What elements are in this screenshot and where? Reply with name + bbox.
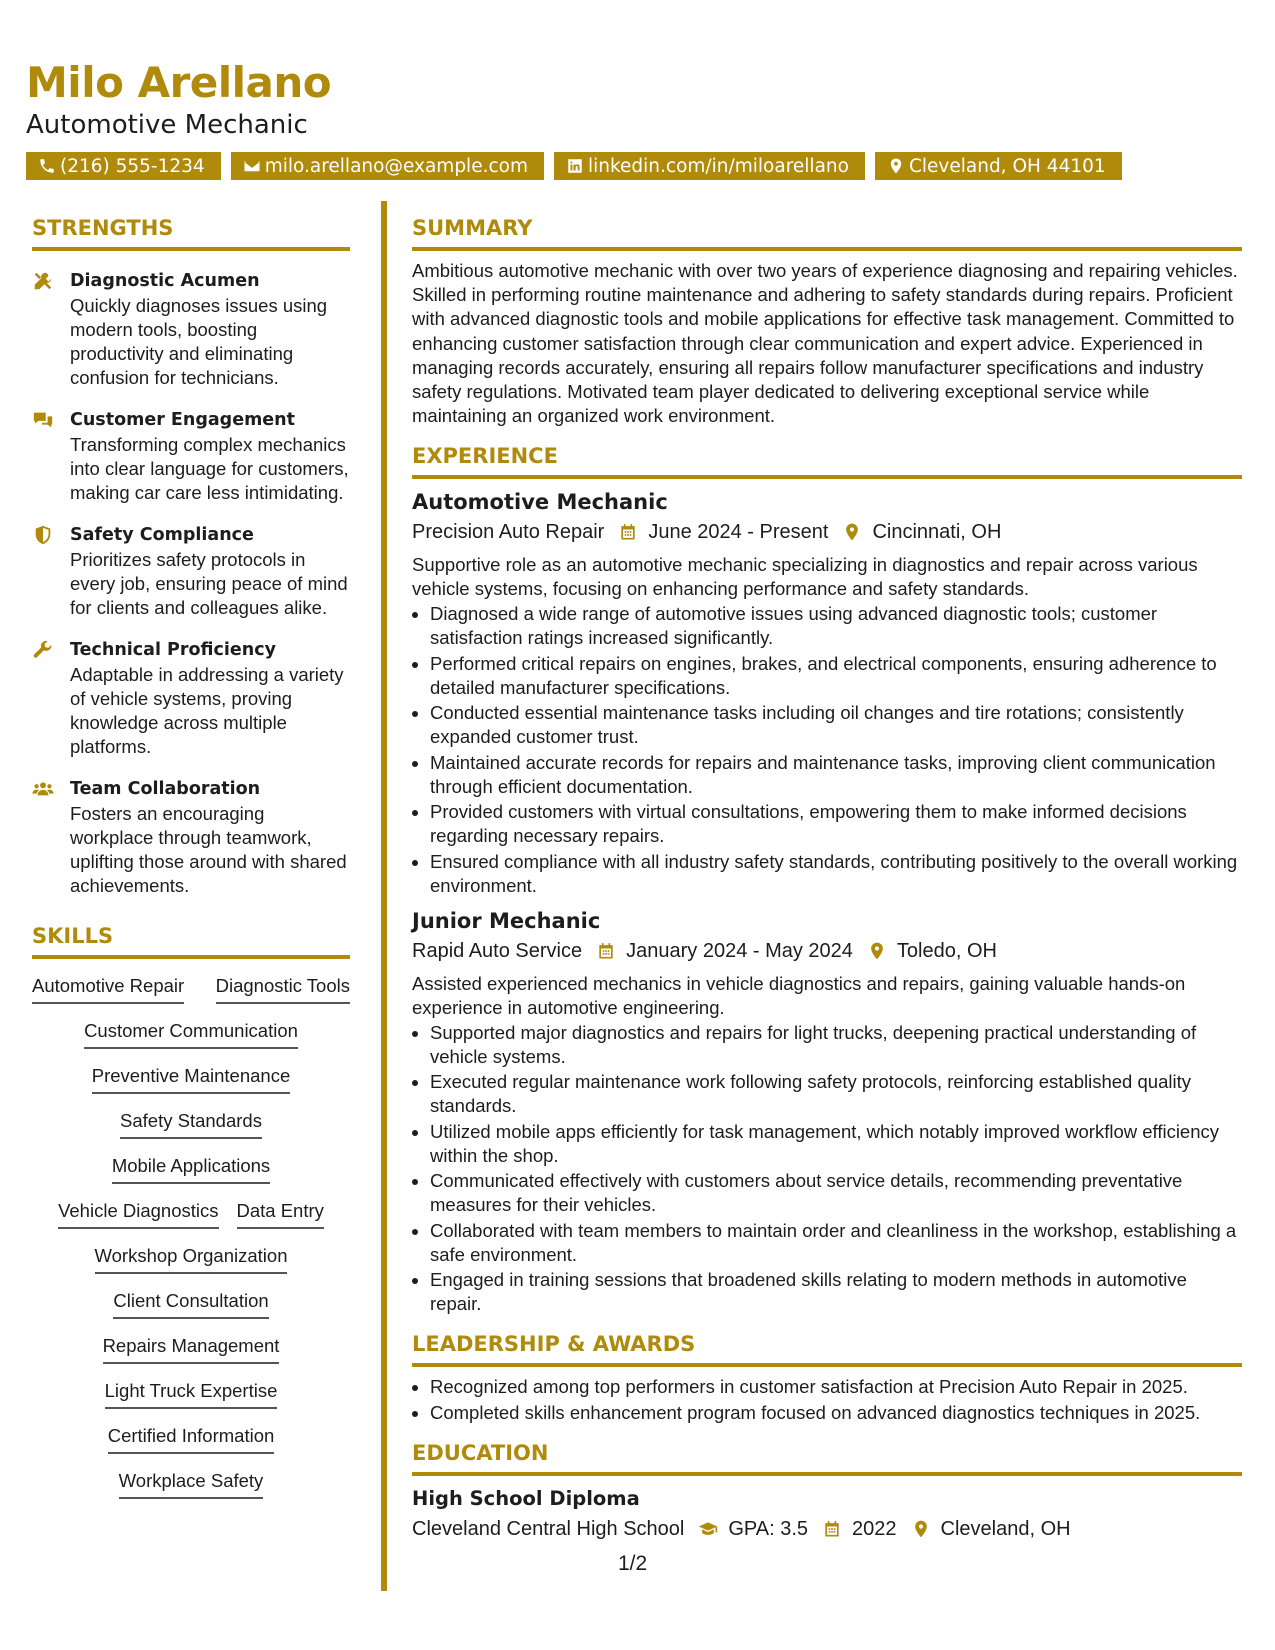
email-text: milo.arellano@example.com — [264, 155, 528, 177]
school-location: Cleveland, OH — [940, 1517, 1071, 1540]
location-text: Cleveland, OH 44101 — [908, 155, 1106, 177]
strength-desc: Adaptable in addressing a variety of vehicle systems, proving knowledge across multiple platforms. — [70, 664, 344, 757]
skill-row — [32, 1198, 350, 1243]
bullet-item: • Conducted essential maintenance tasks including oil changes and tire rotations; consistently expanded customer trust. — [430, 701, 1242, 749]
shield-icon — [32, 524, 56, 548]
bullet-item: • Supported major diagnostics and repairs for light trucks, deepening practical understanding of vehicle systems. — [430, 1021, 1242, 1069]
bullet-item: • Collaborated with team members to maintain order and cleanliness in the workshop, establishing a safe environment. — [430, 1219, 1242, 1267]
skill-tag: Preventive Maintenance — [92, 1063, 290, 1094]
bullet-item: • Maintained accurate records for repairs and maintenance tasks, improving client communication through efficient documentation. — [430, 751, 1242, 799]
job-title: Junior Mechanic — [412, 908, 601, 933]
wrench-icon — [32, 639, 56, 663]
skill-tag: Customer Communication — [84, 1018, 298, 1049]
strength-item — [32, 638, 350, 759]
graduation-year: 2022 — [852, 1517, 897, 1540]
bullet-item: • Communicated effectively with customers about service details, recommending preventative measures for their vehicles. — [430, 1169, 1242, 1217]
skills-list — [32, 973, 350, 1513]
strength-desc: Quickly diagnoses issues using modern tools, boosting productivity and eliminating confusion for technicians. — [70, 295, 328, 388]
contact-bar — [26, 152, 1122, 180]
strength-desc: Prioritizes safety protocols in every job, ensuring peace of mind for clients and colleagues alike. — [70, 549, 348, 618]
phone-text: (216) 555-1234 — [60, 155, 205, 177]
skills-heading: SKILLS — [32, 924, 350, 959]
bullet-item: • Utilized mobile apps efficiently for task management, which notably improved workflow efficiency within the shop. — [430, 1120, 1242, 1168]
location-icon — [911, 1518, 933, 1540]
strength-desc: Fosters an encouraging workplace through teamwork, uplifting those around with shared achievements. — [70, 803, 347, 896]
strength-title: Team Collaboration — [70, 779, 261, 799]
gpa: GPA: 3.5 — [728, 1517, 809, 1540]
skill-tag: Client Consultation — [113, 1288, 268, 1319]
skill-row — [32, 1153, 350, 1198]
job-dates: June 2024 - Present — [648, 521, 829, 544]
job-meta — [412, 517, 1242, 547]
contact-phone[interactable] — [26, 152, 221, 180]
experience-heading: EXPERIENCE — [412, 444, 1242, 479]
award-item: • Completed skills enhancement program focused on advanced diagnostics techniques in 2025. — [430, 1401, 1242, 1425]
linkedin-text: linkedin.com/in/miloarellano — [587, 155, 849, 177]
location-icon — [867, 940, 889, 962]
skill-tag: Repairs Management — [103, 1333, 280, 1364]
contact-email[interactable] — [231, 152, 544, 180]
skill-tag: Workplace Safety — [119, 1468, 264, 1499]
skill-row — [32, 1288, 350, 1333]
skill-tag: Certified Information — [108, 1423, 275, 1454]
skill-row — [32, 1333, 350, 1378]
skill-row — [32, 1063, 350, 1108]
strength-item — [32, 523, 350, 620]
job-description: Supportive role as an automotive mechanic specializing in diagnostics and repair across various vehicle systems, focusing on enhancing performance and safety standards. — [412, 554, 1198, 600]
strength-title: Diagnostic Acumen — [70, 271, 260, 291]
calendar-icon — [618, 521, 640, 543]
strength-title: Safety Compliance — [70, 525, 254, 545]
location-icon — [842, 521, 864, 543]
calendar-icon — [596, 940, 618, 962]
skill-tag: Automotive Repair — [32, 973, 184, 1004]
bullet-item: • Performed critical repairs on engines, brakes, and electrical components, ensuring adherence to detailed manufacturer specifications. — [430, 652, 1242, 700]
job-bullets — [412, 1021, 1242, 1317]
page-number: 1/2 — [618, 1552, 648, 1575]
job-company: Rapid Auto Service — [412, 939, 583, 962]
column-divider — [381, 201, 387, 1591]
job-title: Automotive Mechanic — [412, 490, 668, 515]
summary-text: Ambitious automotive mechanic with over two years of experience diagnosing and repairing vehicles. Skilled in performing routine maintenance and adhering to safety standards during repairs. Proficient with advanced diagnostic tools and mobile applications for effective task management. Committed to enhancing customer satisfaction through clear communication and expert advice. Experienced in managing records accurately, ensuring all repairs follow manufacturer specifications and industry safety regulations. Motivated team player dedicated to delivering exceptional service while maintaining an organized work environment. — [412, 260, 1238, 427]
summary-heading: SUMMARY — [412, 216, 1242, 251]
bullet-item: • Executed regular maintenance work following safety protocols, reinforcing established quality standards. — [430, 1070, 1242, 1118]
job-company: Precision Auto Repair — [412, 521, 605, 544]
job-meta — [412, 936, 1242, 966]
degree-title: High School Diploma — [412, 1486, 640, 1510]
skill-tag: Mobile Applications — [112, 1153, 270, 1184]
left-column — [32, 216, 350, 1513]
job-entry — [412, 906, 1242, 1317]
skill-row — [32, 1108, 350, 1153]
strength-item — [32, 777, 350, 898]
awards-heading: LEADERSHIP & AWARDS — [412, 1332, 1242, 1367]
skill-tag: Safety Standards — [120, 1108, 262, 1139]
job-bullets — [412, 602, 1242, 898]
job-entry — [412, 487, 1242, 898]
skills-section — [32, 924, 350, 1513]
linkedin-icon — [566, 157, 584, 175]
skill-row — [32, 1243, 350, 1288]
resume-header — [26, 58, 331, 142]
strengths-heading: STRENGTHS — [32, 216, 350, 251]
envelope-icon — [243, 157, 261, 175]
job-description: Assisted experienced mechanics in vehicle diagnostics and repairs, gaining valuable hands-on experience in automotive engineering. — [412, 972, 1186, 1018]
education-meta — [412, 1514, 1242, 1544]
skill-tag: Light Truck Expertise — [105, 1378, 278, 1409]
strength-title: Customer Engagement — [70, 410, 296, 430]
skill-row — [32, 1423, 350, 1468]
job-dates: January 2024 - May 2024 — [626, 939, 853, 962]
awards-list — [412, 1375, 1242, 1425]
bullet-item: • Engaged in training sessions that broadened skills relating to modern methods in automotive repair. — [430, 1268, 1242, 1316]
job-location: Toledo, OH — [896, 939, 997, 962]
skill-tag: Data Entry — [237, 1198, 324, 1229]
users-icon — [32, 778, 56, 802]
candidate-role: Automotive Mechanic — [26, 110, 308, 140]
strength-desc: Transforming complex mechanics into clear language for customers, making car care less intimidating. — [70, 434, 349, 503]
skill-row — [32, 1018, 350, 1063]
bullet-item: • Ensured compliance with all industry safety standards, contributing positively to the overall working environment. — [430, 850, 1242, 898]
skill-tag: Vehicle Diagnostics — [58, 1198, 218, 1229]
phone-icon — [38, 157, 56, 175]
education-entry — [412, 1484, 1242, 1544]
school-name: Cleveland Central High School — [412, 1517, 685, 1540]
bullet-item: • Diagnosed a wide range of automotive issues using advanced diagnostic tools; customer satisfaction ratings increased significantly. — [430, 602, 1242, 650]
skill-row — [32, 1378, 350, 1423]
chat-icon — [32, 409, 56, 433]
skill-row — [32, 1468, 350, 1513]
tools-icon — [32, 270, 56, 294]
calendar-icon — [822, 1518, 844, 1540]
bullet-item: • Provided customers with virtual consultations, empowering them to make informed decisions regarding necessary repairs. — [430, 800, 1242, 848]
contact-location[interactable] — [875, 152, 1122, 180]
contact-linkedin[interactable] — [554, 152, 865, 180]
skill-row — [32, 973, 350, 1018]
skill-tag: Diagnostic Tools — [216, 973, 350, 1004]
right-column — [412, 216, 1242, 1544]
graduation-cap-icon — [698, 1518, 720, 1540]
strength-item — [32, 408, 350, 505]
location-icon — [887, 157, 905, 175]
skill-tag: Workshop Organization — [95, 1243, 288, 1274]
education-heading: EDUCATION — [412, 1441, 1242, 1476]
job-location: Cincinnati, OH — [872, 521, 1002, 544]
award-item: • Recognized among top performers in customer satisfaction at Precision Auto Repair in 2025. — [430, 1375, 1242, 1399]
candidate-name: Milo Arellano — [26, 58, 332, 107]
strength-item — [32, 269, 350, 390]
strength-title: Technical Proficiency — [70, 640, 276, 660]
